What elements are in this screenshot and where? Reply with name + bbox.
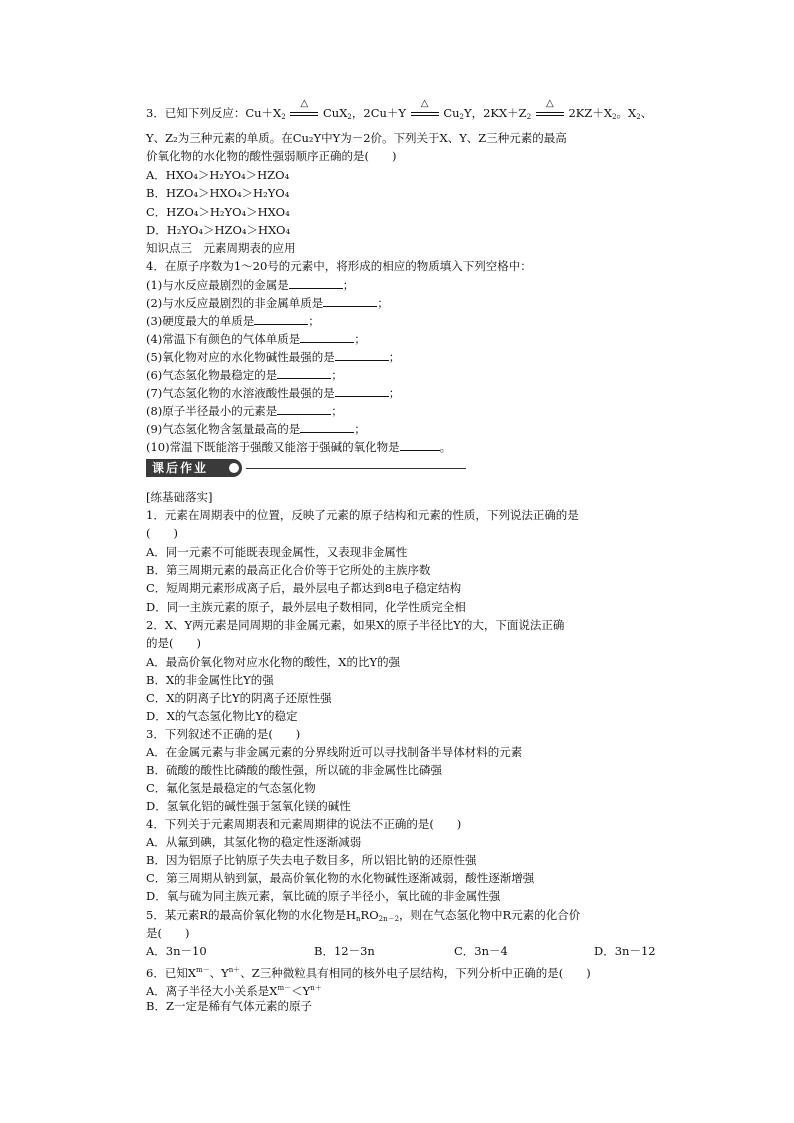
q3-option-a: A．HXO₄＞H₂YO₄＞HZO₄: [146, 168, 290, 182]
banner-label: 课后作业: [146, 459, 242, 477]
heat-condition-icon: △: [410, 106, 440, 121]
q4-item: (8)原子半径最小的元素是 ；: [146, 404, 343, 418]
p2-option-a: A．最高价氧化物对应水化物的酸性，X的比Y的强: [146, 655, 401, 669]
heat-condition-icon: △: [535, 106, 565, 121]
p4-option-b: B．因为铝原子比钠原子失去电子数目多，所以铝比钠的还原性强: [146, 853, 477, 867]
p1-option-a: A．同一元素不可能既表现金属性，又表现非金属性: [146, 545, 408, 559]
p3-option-c: C．氟化氢是最稳定的气态氢化物: [146, 781, 316, 795]
p6-stem: 6．已知$X^{m-}$、$Y^{n+}$、Z三种微粒具有相同的核外电子层结构，下列分析中正确的是( ): [146, 966, 591, 980]
p5-option-d: D．3n－12: [594, 944, 656, 958]
homework-banner: [146, 459, 466, 479]
q4-item: (4)常温下有颜色的气体单质是 ；: [146, 332, 366, 346]
p1-stem: 1．元素在周期表中的位置，反映了元素的原子结构和元素的性质，下列说法正确的是: [146, 508, 579, 522]
answer-blank[interactable]: [277, 403, 331, 415]
answer-blank[interactable]: [400, 439, 440, 451]
p5-stem: 5．某元素R的最高价氧化物的水化物是$H_nRO_{2n-2}$，则在气态氢化物中R元素的化合价: [146, 908, 581, 923]
heat-condition-icon: △: [289, 106, 319, 121]
p4-option-c: C．第三周期从钠到氯，最高价氧化物的水化物碱性逐渐减弱，酸性逐渐增强: [146, 871, 535, 885]
p4-option-a: A．从氟到碘，其氢化物的稳定性逐渐减弱: [146, 835, 362, 849]
answer-blank[interactable]: [335, 385, 389, 397]
p2-option-b: B．X的非金属性比Y的强: [146, 673, 274, 687]
q4-item: (6)气态氢化物最稳定的是 ；: [146, 368, 343, 382]
q4-item: (1)与水反应最剧烈的金属是 ；: [146, 278, 355, 292]
p4-option-d: D．氧与硫为同主族元素，氧比硫的原子半径小，氧比硫的非金属性强: [146, 889, 501, 903]
p2-stem-cont: 的是( ): [146, 636, 201, 650]
p3-stem: 3．下列叙述不正确的是( ): [146, 727, 301, 741]
q3-line1: 3．已知下列反应：$Cu+X_2$ △ CuX$_2$，2Cu＋Y △ $Cu_2Y$，$2KX+Z_2$ △ $2KZ+X_2$。$X_2$、: [146, 98, 653, 121]
answer-blank[interactable]: [323, 295, 377, 307]
answer-blank[interactable]: [277, 367, 331, 379]
answer-blank[interactable]: [335, 349, 389, 361]
q3-option-c: C．HZO₄＞H₂YO₄＞HXO₄: [146, 205, 290, 219]
p3-option-b: B．硫酸的酸性比磷酸的酸性强，所以硫的非金属性比磷强: [146, 763, 442, 777]
q4-item: (5)氧化物对应的水化物碱性最强的是 ；: [146, 350, 401, 364]
q3-option-d: D．H₂YO₄＞HZO₄＞HXO₄: [146, 223, 291, 237]
subsection-heading: [练基础落实]: [146, 490, 213, 504]
q4-item: (7)气态氢化物的水溶液酸性最强的是 ；: [146, 386, 401, 400]
p5-option-c: C．3n－4: [454, 944, 508, 958]
q4-item: (3)硬度最大的单质是 ；: [146, 314, 320, 328]
answer-blank[interactable]: [289, 277, 343, 289]
section-heading: 知识点三 元素周期表的应用: [146, 241, 296, 255]
answer-blank[interactable]: [254, 313, 308, 325]
p2-option-d: D．X的气态氢化物比Y的稳定: [146, 709, 298, 723]
p6-option-b: B．Z一定是稀有气体元素的原子: [146, 999, 312, 1013]
p2-option-c: C．X的阴离子比Y的阴离子还原性强: [146, 691, 332, 705]
bullet-icon: [229, 463, 239, 473]
p5-stem-cont: 是( ): [146, 926, 190, 940]
q3-option-b: B．HZO₄＞HXO₄＞H₂YO₄: [146, 186, 290, 200]
q3-text: 3．已知下列反应：Cu＋X: [146, 106, 282, 120]
p5-option-b: B．12－3n: [314, 944, 375, 958]
p3-option-d: D．氢氧化铝的碱性强于氢氧化镁的碱性: [146, 799, 351, 813]
q4-item: (10)常温下既能溶于强酸又能溶于强碱的氧化物是 。: [146, 440, 452, 454]
p5-option-a: A．3n－10: [146, 944, 207, 958]
q4-stem: 4．在原子序数为1～20号的元素中，将形成的相应的物质填入下列空格中：: [146, 259, 532, 273]
p1-option-d: D．同一主族元素的原子，最外层电子数相同，化学性质完全相: [146, 600, 466, 614]
p3-option-a: A．在金属元素与非金属元素的分界线附近可以寻找制备半导体材料的元素: [146, 745, 523, 759]
answer-blank[interactable]: [300, 331, 354, 343]
q3-line2: Y、Z₂为三种元素的单质。在Cu₂Y中Y为－2价。下列关于X、Y、Z三种元素的最高: [146, 131, 567, 145]
answer-blank[interactable]: [300, 421, 354, 433]
q4-item: (9)气态氢化物含氢量最高的是 ；: [146, 422, 366, 436]
p1-option-b: B．第三周期元素的最高正化合价等于它所处的主族序数: [146, 563, 431, 577]
q4-item: (2)与水反应最剧烈的非金属单质是 ；: [146, 296, 389, 310]
p4-stem: 4．下列关于元素周期表和元素周期律的说法不正确的是( ): [146, 817, 462, 831]
q3-line3: 价氧化物的水化物的酸性强弱顺序正确的是( ): [146, 149, 397, 163]
divider: [246, 468, 466, 469]
p1-option-c: C．短周期元素形成离子后，最外层电子都达到8电子稳定结构: [146, 581, 462, 595]
p1-stem-cont: ( ): [146, 526, 178, 540]
p2-stem: 2．X、Y两元素是同周期的非金属元素，如果X的原子半径比Y的大，下面说法正确: [146, 618, 565, 632]
p6-option-a: A．离子半径大小关系是$X^{m-}<Y^{n+}$: [146, 984, 322, 998]
